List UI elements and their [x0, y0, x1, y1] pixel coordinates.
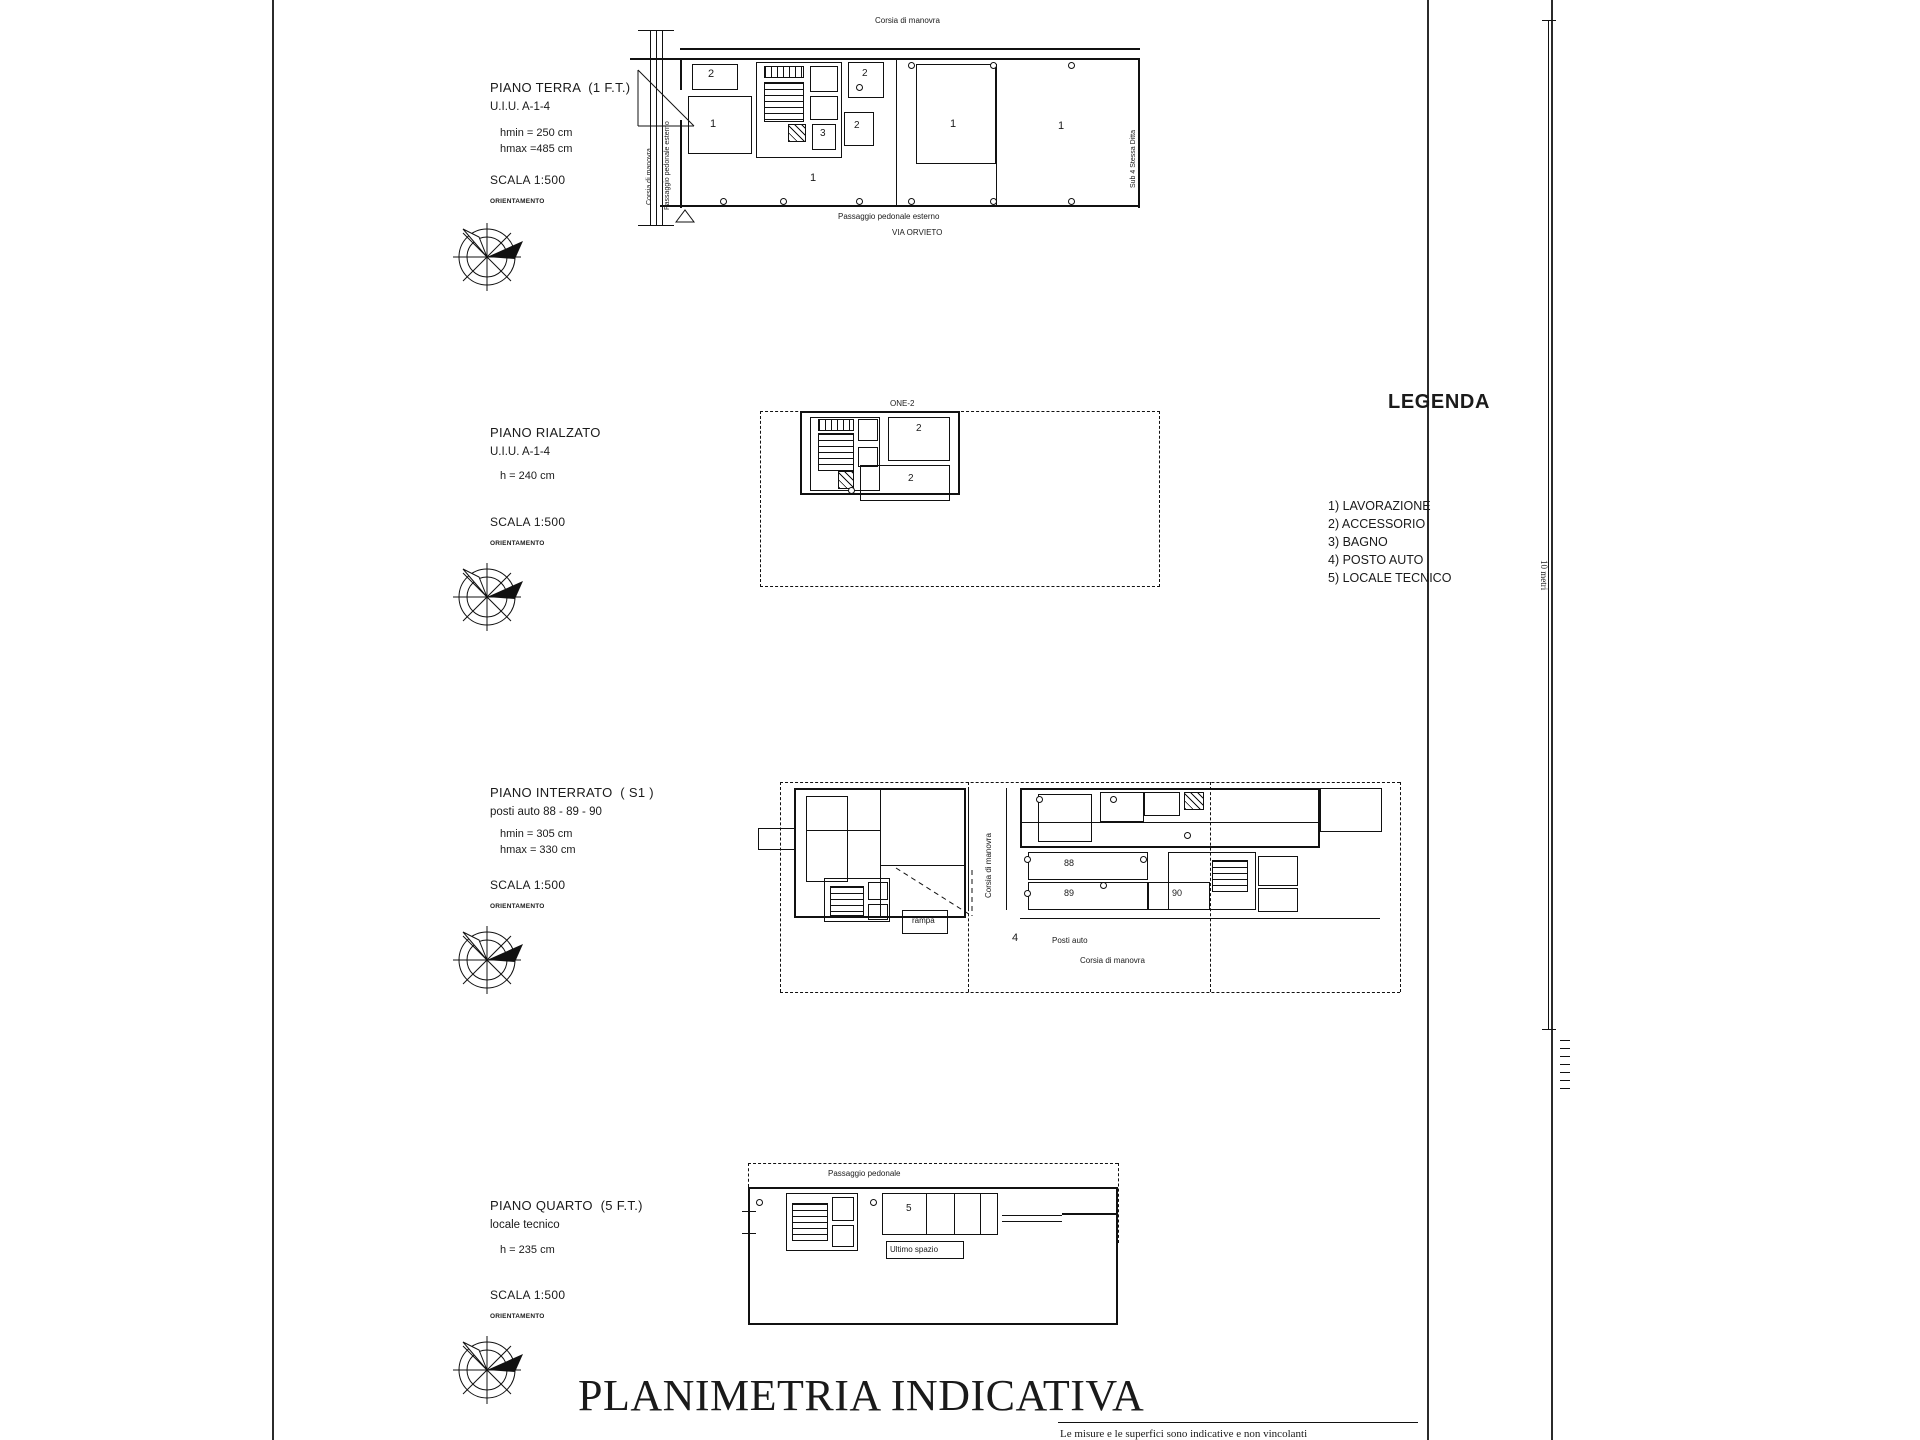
block-orientation-label-piano-interrato: ORIENTAMENTO: [490, 903, 545, 910]
stall-label-90: 90: [1172, 888, 1183, 898]
block-subtitle-piano-rialzato: U.I.U. A-1-4: [490, 446, 551, 458]
staircase-icon-4: [1212, 860, 1248, 892]
service-shaft: [788, 124, 806, 142]
block-height-piano-quarto: h = 235 cm: [500, 1244, 555, 1256]
label-corsia-manovra-top: Corsia di manovra: [875, 16, 940, 25]
block-subtitle-piano-interrato: posti auto 88 - 89 - 90: [490, 806, 602, 818]
block-title-piano-terra: PIANO TERRA (1 F.T.): [490, 80, 631, 95]
staircase-icon-5: [792, 1203, 828, 1241]
legend-item-1: 1) LAVORAZIONE: [1328, 499, 1431, 513]
block-title-piano-rialzato: PIANO RIALZATO: [490, 425, 601, 440]
label-passaggio-pedonale-left: Passaggio pedonale esterno: [664, 121, 671, 210]
label-passaggio-pedonale-bottom: Passaggio pedonale esterno: [838, 212, 940, 221]
compass-rose-icon-1: [445, 215, 529, 299]
block-scale-piano-terra: SCALA 1:500: [490, 173, 566, 187]
label-rialzato-note: ONE-2: [890, 399, 915, 408]
parking-code-4: 4: [1012, 932, 1019, 944]
room-label-quarto-5: 5: [906, 1203, 912, 1214]
block-height-piano-rialzato: h = 240 cm: [500, 470, 555, 482]
room-label-3: 3: [820, 128, 826, 139]
legend-item-5: 5) LOCALE TECNICO: [1328, 571, 1452, 585]
block-scale-piano-rialzato: SCALA 1:500: [490, 515, 566, 529]
room-label-rialzato-2a: 2: [916, 423, 922, 434]
block-scale-piano-quarto: SCALA 1:500: [490, 1288, 566, 1302]
room-label-2a: 2: [708, 68, 715, 80]
legend-item-4: 4) POSTO AUTO: [1328, 553, 1424, 567]
sheet-border-left: [272, 0, 274, 1440]
label-corsia-manovra-interrato-left: Corsia di manovra: [984, 833, 993, 898]
staircase-icon-2: [818, 433, 854, 471]
floorplan-piano-terra: [646, 16, 1180, 280]
block-hmax-piano-interrato: hmax = 330 cm: [500, 844, 576, 856]
block-scale-piano-interrato: SCALA 1:500: [490, 878, 566, 892]
block-title-piano-quarto: PIANO QUARTO (5 F.T.): [490, 1198, 643, 1213]
block-title-piano-interrato: PIANO INTERRATO ( S1 ): [490, 785, 654, 800]
room-label-2b: 2: [862, 68, 868, 79]
room-label-2c: 2: [854, 120, 860, 131]
block-subtitle-piano-quarto: locale tecnico: [490, 1219, 560, 1231]
room-label-1c: 1: [950, 118, 957, 130]
legend-item-3: 3) BAGNO: [1328, 535, 1388, 549]
shaft-interrato: [1184, 792, 1204, 810]
block-hmin-piano-terra: hmin = 250 cm: [500, 127, 573, 139]
floorplan-piano-quarto: [740, 1155, 1160, 1345]
scale-bar: [1546, 20, 1552, 1030]
block-orientation-label-piano-rialzato: ORIENTAMENTO: [490, 540, 545, 547]
ramp-slope-lines: [892, 866, 978, 922]
label-via-orvieto: VIA ORVIETO: [892, 228, 943, 237]
stall-label-88: 88: [1064, 858, 1075, 868]
room-label-1a: 1: [710, 118, 717, 130]
block-hmax-piano-terra: hmax =485 cm: [500, 143, 573, 155]
label-ultimo-spazio: Ultimo spazio: [890, 1245, 939, 1254]
staircase-icon-3: [830, 886, 864, 916]
sheet-footnote: Le misure e le superfici sono indicative e non vincolanti: [1060, 1428, 1308, 1440]
staircase-icon-1: [764, 82, 804, 122]
label-corsia-manovra-interrato-bottom: Corsia di manovra: [1080, 956, 1145, 965]
room-label-1d: 1: [1058, 120, 1065, 132]
compass-rose-icon-2: [445, 555, 529, 639]
room-label-1b: 1: [810, 172, 817, 184]
room-label-rialzato-2b: 2: [908, 473, 914, 484]
floorplan-piano-interrato: [780, 770, 1420, 1000]
floorplan-piano-rialzato: [740, 395, 1180, 595]
block-subtitle-piano-terra: U.I.U. A-1-4: [490, 101, 551, 113]
label-rampa: rampa: [912, 916, 935, 925]
label-sub4-stessa-ditta: Sub 4 Stessa Ditta: [1130, 130, 1137, 188]
stall-label-89: 89: [1064, 888, 1075, 898]
legend-item-2: 2) ACCESSORIO: [1328, 517, 1426, 531]
north-triangle-icon: [674, 208, 696, 224]
sheet-headline: PLANIMETRIA INDICATIVA: [578, 1371, 1145, 1420]
legend-title: LEGENDA: [1388, 391, 1490, 413]
label-passaggio-pedonale-quarto: Passaggio pedonale: [828, 1169, 901, 1178]
label-posti-auto: Posti auto: [1052, 936, 1088, 945]
compass-rose-icon-3: [445, 918, 529, 1002]
scale-bar-label: 10 metri: [1539, 560, 1549, 591]
block-orientation-label-piano-terra: ORIENTAMENTO: [490, 198, 545, 205]
sheet-border-right-inner: [1427, 0, 1429, 1440]
compass-rose-icon-4: [445, 1328, 529, 1412]
block-orientation-label-piano-quarto: ORIENTAMENTO: [490, 1313, 545, 1320]
block-hmin-piano-interrato: hmin = 305 cm: [500, 828, 573, 840]
label-corsia-manovra-left: Corsia di manovra: [646, 148, 653, 205]
